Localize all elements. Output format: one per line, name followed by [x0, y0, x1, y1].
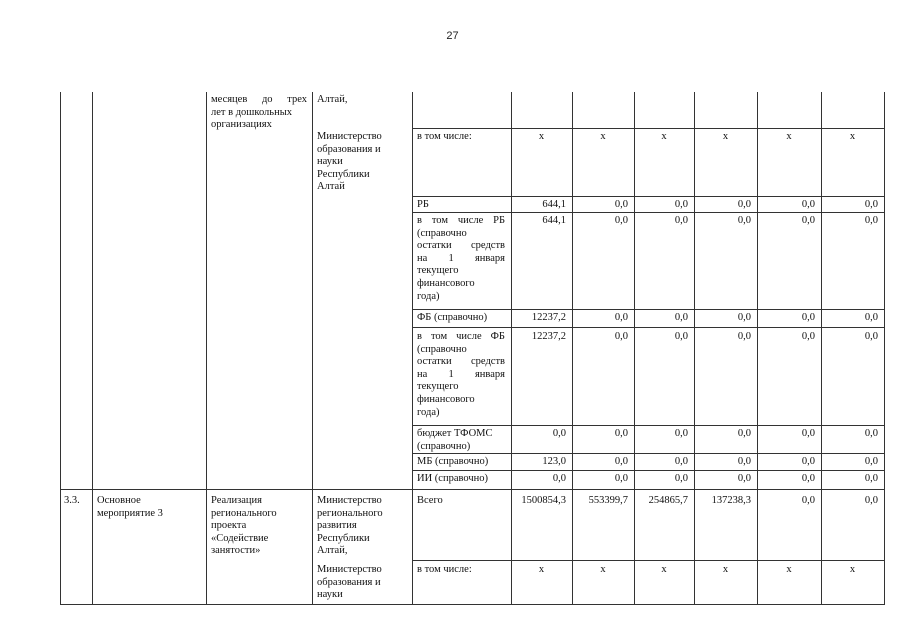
executor-ministry-cell	[317, 131, 407, 194]
cell-line: мероприятие 3	[97, 507, 163, 519]
label-line	[417, 240, 505, 253]
funding-value: 123,0	[542, 456, 566, 467]
funding-value: 0,0	[737, 428, 751, 439]
label-word: РБ	[493, 215, 505, 226]
funding-value: 137238,3	[711, 495, 751, 506]
funding-value: x	[786, 131, 792, 142]
funding-value: 0,0	[737, 456, 751, 467]
funding-source-label	[417, 428, 505, 453]
funding-value: 0,0	[614, 456, 628, 467]
label-line: финансового	[417, 393, 475, 405]
label-word: в	[417, 331, 422, 342]
label-line: года)	[417, 290, 440, 302]
funding-value: 0,0	[674, 428, 688, 439]
cell-word: месяцев	[211, 94, 248, 105]
row-divider	[412, 470, 884, 471]
column-divider	[206, 92, 207, 605]
funding-value: x	[538, 131, 545, 142]
row-divider	[412, 309, 884, 310]
funding-value: 0,0	[864, 199, 878, 210]
funding-value: x	[722, 131, 729, 142]
row-divider	[412, 196, 884, 197]
funding-value: 644,1	[542, 215, 566, 226]
executor-cell-b	[317, 564, 407, 602]
section-divider	[60, 489, 884, 490]
funding-value: 0,0	[614, 312, 628, 323]
label-word: средств	[471, 240, 505, 252]
label-word: января	[474, 368, 505, 380]
funding-value: 0,0	[801, 331, 815, 342]
funding-value: 0,0	[801, 312, 815, 323]
cell-line: регионального	[211, 507, 277, 519]
funding-value: 0,0	[552, 428, 566, 439]
funding-value: 0,0	[614, 428, 628, 439]
funding-value: x	[849, 131, 856, 142]
funding-value: 12237,2	[531, 331, 566, 342]
funding-value: 0,0	[674, 215, 688, 226]
cell-line: «Содействие	[211, 532, 269, 544]
label-line	[417, 369, 505, 382]
funding-value: 0,0	[737, 331, 751, 342]
funding-value: 0,0	[674, 312, 688, 323]
funding-value: x	[661, 564, 667, 575]
funding-value: 0,0	[674, 456, 688, 467]
cell-line: Министерство	[317, 131, 382, 142]
target-group-cell	[211, 94, 307, 132]
funding-value: 254865,7	[648, 495, 688, 506]
label-word: том	[430, 331, 448, 342]
label-word: остатки	[417, 356, 452, 368]
cell-line: образования и	[317, 576, 381, 588]
page-number: 27	[446, 30, 459, 42]
funding-value: 0,0	[864, 331, 878, 342]
funding-source-label	[417, 456, 505, 469]
cell-line: науки	[317, 156, 343, 168]
funding-value: 644,1	[542, 199, 566, 210]
cell-line: занятости»	[211, 545, 261, 557]
funding-value: 0,0	[737, 215, 751, 226]
row-divider	[412, 560, 884, 561]
cell-word: трех	[287, 94, 307, 105]
label-word: средств	[471, 356, 505, 368]
funding-source-label	[417, 131, 505, 144]
label-line: (справочно	[417, 343, 467, 355]
label-line	[417, 215, 505, 228]
funding-value: 0,0	[864, 495, 878, 506]
funding-value: x	[661, 131, 667, 142]
row-divider	[412, 327, 884, 328]
label-word: в	[417, 215, 422, 226]
label-word: на	[417, 252, 428, 264]
column-divider	[572, 92, 573, 605]
label-line: ФБ (справочно)	[417, 312, 488, 323]
column-divider	[634, 92, 635, 605]
funding-value: 0,0	[801, 215, 815, 226]
column-divider	[884, 92, 885, 605]
executor-cell	[317, 94, 407, 107]
column-divider	[312, 92, 313, 605]
column-divider	[92, 92, 93, 605]
funding-value: 0,0	[864, 456, 878, 467]
column-divider	[60, 92, 61, 605]
label-line: в том числе:	[417, 564, 472, 575]
table-bottom-border	[60, 604, 884, 605]
section-number: 3.3.	[64, 495, 80, 506]
label-line: (справочно	[417, 227, 467, 239]
cell-line: регионального	[317, 507, 383, 519]
cell-line: Республики	[317, 168, 370, 180]
label-line: МБ (справочно)	[417, 456, 489, 467]
funding-value: 0,0	[801, 495, 815, 506]
label-line: бюджет ТФОМС	[417, 428, 493, 439]
cell-line: Реализация	[211, 495, 262, 506]
cell-line: Министерство	[317, 495, 382, 506]
cell-word: до	[261, 94, 273, 105]
label-line	[417, 253, 505, 266]
funding-value: 0,0	[801, 473, 815, 484]
label-line: ИИ (справочно)	[417, 473, 488, 484]
cell-line: Министерство	[317, 564, 382, 575]
label-word: 1	[448, 368, 454, 380]
label-line: текущего	[417, 265, 459, 277]
funding-value: 0,0	[801, 199, 815, 210]
funding-value: 0,0	[614, 473, 628, 484]
funding-value: 0,0	[737, 473, 751, 484]
funding-value: 0,0	[801, 456, 815, 467]
funding-value: 0,0	[737, 312, 751, 323]
project-cell	[211, 495, 307, 558]
funding-value: 0,0	[864, 428, 878, 439]
funding-value: 0,0	[614, 331, 628, 342]
label-word: января	[474, 252, 505, 264]
label-line: финансового	[417, 277, 475, 289]
cell-line: развития	[317, 520, 357, 532]
cell-line: образования и	[317, 143, 381, 155]
label-word: том	[431, 215, 448, 226]
funding-value: 0,0	[674, 199, 688, 210]
measure-name-cell	[97, 495, 202, 520]
row-divider	[412, 212, 884, 213]
funding-source-label	[417, 473, 505, 486]
label-word: на	[417, 368, 428, 380]
label-line: текущего	[417, 381, 459, 393]
funding-value: x	[849, 564, 856, 575]
funding-value: 0,0	[614, 199, 628, 210]
cell-line: проекта	[211, 520, 247, 532]
row-divider	[412, 425, 884, 426]
funding-value: 12237,2	[531, 312, 566, 323]
column-divider	[821, 92, 822, 605]
label-word: ФБ	[490, 331, 505, 342]
funding-value: 0,0	[614, 215, 628, 226]
funding-value: 0,0	[737, 199, 751, 210]
cell-line: Республики	[317, 532, 370, 544]
funding-value: 0,0	[552, 473, 566, 484]
funding-source-label	[417, 215, 505, 303]
cell-line: лет в дошкольных	[211, 106, 293, 118]
label-line: (справочно)	[417, 440, 471, 452]
funding-source-label	[417, 331, 505, 419]
label-line: Всего	[417, 495, 443, 506]
column-divider	[412, 92, 413, 605]
funding-value: x	[600, 564, 606, 575]
funding-source-label	[417, 564, 505, 577]
funding-value: 0,0	[801, 428, 815, 439]
funding-value: 0,0	[864, 312, 878, 323]
cell-line: организациях	[211, 119, 272, 131]
funding-value: 0,0	[674, 331, 688, 342]
funding-value: x	[538, 564, 545, 575]
funding-value: 0,0	[864, 215, 878, 226]
funding-value: x	[600, 131, 606, 142]
column-divider	[757, 92, 758, 605]
cell-line: Алтай,	[317, 94, 348, 105]
label-line: РБ	[417, 199, 429, 210]
label-word: числе	[456, 331, 482, 342]
label-word: 1	[448, 252, 454, 264]
funding-source-label	[417, 312, 505, 325]
label-word: числе	[457, 215, 484, 226]
funding-value: 0,0	[864, 473, 878, 484]
cell-line: науки	[317, 589, 343, 601]
cell-line	[211, 94, 307, 107]
row-divider	[412, 128, 884, 129]
cell-line: Алтай	[317, 181, 345, 193]
label-line: года)	[417, 406, 440, 418]
label-line: в том числе:	[417, 131, 472, 142]
funding-value: 553399,7	[588, 495, 628, 506]
funding-value: x	[786, 564, 792, 575]
funding-source-label	[417, 495, 505, 508]
label-line	[417, 331, 505, 344]
column-divider	[694, 92, 695, 605]
funding-value: x	[722, 564, 729, 575]
label-word: остатки	[417, 240, 452, 252]
funding-source-label	[417, 199, 505, 212]
column-divider	[511, 92, 512, 605]
cell-line: Основное	[97, 495, 141, 506]
cell-line: Алтай,	[317, 545, 348, 557]
executor-cell-a	[317, 495, 407, 558]
funding-value: 1500854,3	[521, 495, 566, 506]
label-line	[417, 356, 505, 369]
funding-value: 0,0	[674, 473, 688, 484]
